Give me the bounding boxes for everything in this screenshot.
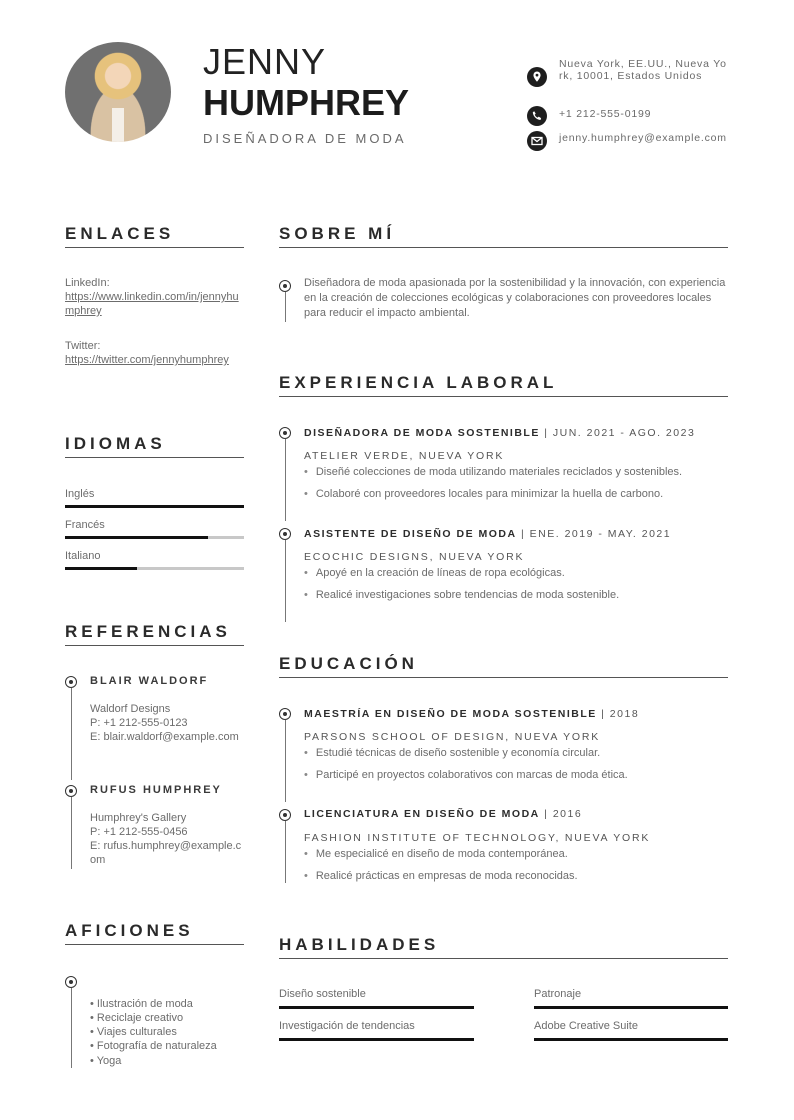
job-company: ECOCHIC DESIGNS, NUEVA YORK	[304, 551, 525, 563]
links-divider	[65, 247, 244, 248]
reference-company: Humphrey's Gallery	[90, 812, 187, 824]
reference-name: RUFUS HUMPHREY	[90, 784, 222, 796]
references-divider	[65, 645, 244, 646]
phone-text: +1 212-555-0199	[559, 108, 652, 120]
job-bullet: • Colaboré con proveedores locales para minimizar la huella de carbono.	[304, 488, 663, 500]
hobby-item: • Ilustración de moda	[90, 998, 193, 1010]
profile-photo	[65, 42, 171, 142]
job-company: ATELIER VERDE, NUEVA YORK	[304, 450, 505, 462]
hobby-item: • Yoga	[90, 1055, 122, 1067]
skill-name: Patronaje	[534, 988, 582, 1000]
references-heading: REFERENCIAS	[65, 622, 231, 641]
timeline-line	[285, 821, 286, 883]
timeline-line	[285, 720, 286, 802]
skill-level-bar	[534, 1038, 728, 1041]
language-name: Italiano	[65, 550, 101, 562]
timeline-line	[71, 988, 72, 1068]
skill-level-bar	[534, 1006, 728, 1009]
skill-level-bar	[279, 1006, 474, 1009]
timeline-line	[285, 292, 286, 322]
education-bullet: • Realicé prácticas en empresas de moda reconocidas.	[304, 870, 578, 882]
language-name: Inglés	[65, 488, 95, 500]
job-header: ASISTENTE DE DISEÑO DE MODA | ENE. 2019 - MAY. 2021	[304, 528, 672, 540]
reference-email: E: blair.waldorf@example.com	[90, 731, 239, 743]
envelope-icon	[527, 131, 547, 151]
timeline-line	[285, 439, 286, 521]
reference-company: Waldorf Designs	[90, 703, 171, 715]
job-header: DISEÑADORA DE MODA SOSTENIBLE | JUN. 2021 - AGO. 2023	[304, 427, 696, 439]
hobby-item: • Viajes culturales	[90, 1026, 177, 1038]
timeline-dot	[65, 785, 77, 797]
about-heading: SOBRE MÍ	[279, 224, 396, 243]
education-header: MAESTRÍA EN DISEÑO DE MODA SOSTENIBLE | 2018	[304, 708, 640, 720]
reference-phone: P: +1 212-555-0456	[90, 826, 188, 838]
education-bullet: • Me especialicé en diseño de moda contemporánea.	[304, 848, 568, 860]
language-name: Francés	[65, 519, 105, 531]
timeline-dot	[279, 427, 291, 439]
timeline-dot	[65, 676, 77, 688]
twitter-label: Twitter:	[65, 340, 101, 352]
links-heading: ENLACES	[65, 224, 175, 243]
timeline-dot	[279, 280, 291, 292]
timeline-dot	[65, 976, 77, 988]
timeline-line	[285, 540, 286, 622]
linkedin-link[interactable]: https://www.linkedin.com/in/jennyhumphrey	[65, 291, 239, 317]
timeline-dot	[279, 528, 291, 540]
job-bullet: • Apoyé en la creación de líneas de ropa ecológicas.	[304, 567, 565, 579]
hobbies-divider	[65, 944, 244, 945]
location-pin-icon	[527, 67, 547, 87]
education-header: LICENCIATURA EN DISEÑO DE MODA | 2016	[304, 808, 583, 820]
languages-divider	[65, 457, 244, 458]
phone-icon	[527, 106, 547, 126]
address-text: Nueva York, EE.UU., Nueva York, 10001, Estados Unidos	[559, 58, 727, 82]
first-name: JENNY	[203, 41, 327, 82]
hobby-item: • Fotografía de naturaleza	[90, 1040, 217, 1052]
twitter-link[interactable]: https://twitter.com/jennyhumphrey	[65, 354, 229, 366]
job-bullet: • Diseñé colecciones de moda utilizando materiales reciclados y sostenibles.	[304, 466, 682, 478]
education-bullet: • Participé en proyectos colaborativos con marcas de moda ética.	[304, 769, 628, 781]
skill-name: Investigación de tendencias	[279, 1020, 415, 1032]
timeline-line	[71, 688, 72, 780]
reference-email: E: rufus.humphrey@example.com	[90, 840, 242, 866]
reference-name: BLAIR WALDORF	[90, 675, 209, 687]
about-divider	[279, 247, 728, 248]
skill-name: Adobe Creative Suite	[534, 1020, 638, 1032]
education-school: PARSONS SCHOOL OF DESIGN, NUEVA YORK	[304, 731, 601, 743]
skill-name: Diseño sostenible	[279, 988, 366, 1000]
job-bullet: • Realicé investigaciones sobre tendencias de moda sostenible.	[304, 589, 619, 601]
education-bullet: • Estudié técnicas de diseño sostenible y economía circular.	[304, 747, 600, 759]
experience-heading: EXPERIENCIA LABORAL	[279, 373, 558, 392]
hobby-item: • Reciclaje creativo	[90, 1012, 184, 1024]
job-title: DISEÑADORA DE MODA	[203, 131, 407, 146]
reference-phone: P: +1 212-555-0123	[90, 717, 188, 729]
linkedin-label: LinkedIn:	[65, 277, 110, 289]
skills-divider	[279, 958, 728, 959]
last-name: HUMPHREY	[203, 82, 410, 123]
email-text[interactable]: jenny.humphrey@example.com	[559, 132, 727, 144]
timeline-dot	[279, 708, 291, 720]
skill-level-bar	[279, 1038, 474, 1041]
language-level-bar	[65, 505, 244, 508]
about-text: Diseñadora de moda apasionada por la sostenibilidad y la innovación, con experiencia en la creación de colecciones ecológicas y colaboraciones con proveedores locales para reducir el impacto ambiental.	[304, 277, 726, 319]
timeline-line	[71, 797, 72, 869]
education-divider	[279, 677, 728, 678]
language-level-bar	[65, 567, 244, 570]
hobbies-heading: AFICIONES	[65, 921, 194, 940]
education-heading: EDUCACIÓN	[279, 654, 418, 673]
timeline-dot	[279, 809, 291, 821]
skills-heading: HABILIDADES	[279, 935, 440, 954]
language-level-bar	[65, 536, 244, 539]
education-school: FASHION INSTITUTE OF TECHNOLOGY, NUEVA YORK	[304, 832, 651, 844]
experience-divider	[279, 396, 728, 397]
languages-heading: IDIOMAS	[65, 434, 166, 453]
